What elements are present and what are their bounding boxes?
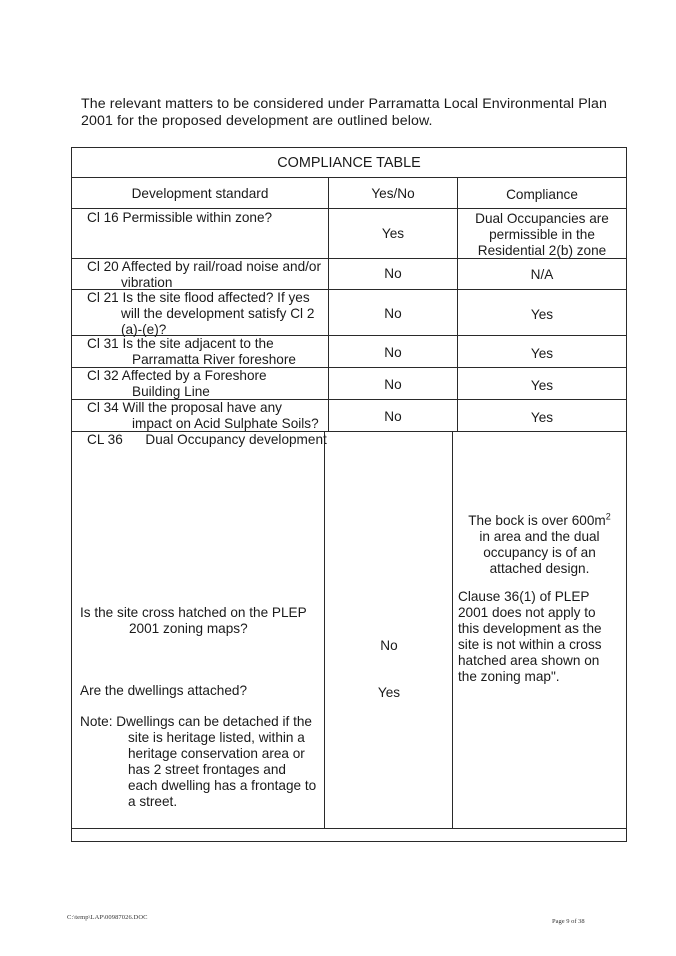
question-text: Is the site cross hatched on the PLEP (80, 605, 307, 620)
standard-text: Cl 34 Will the proposal have any (87, 400, 282, 415)
row-cl20-standard (87, 259, 321, 291)
standard-text: Building Line (132, 384, 210, 399)
compliance-text: Dual Occupancies are (475, 211, 609, 226)
note-text: site is heritage listed, within a (128, 730, 305, 745)
compliance-text: the zoning map". (458, 669, 560, 684)
row-cl36-heading: CL 36 Dual Occupancy development (87, 432, 327, 447)
row-cl31-compliance: Yes (530, 346, 554, 361)
compliance-text: attached design. (489, 561, 590, 576)
note-text: each dwelling has a frontage to (128, 778, 317, 793)
table-divider (72, 177, 626, 178)
compliance-text: site is not within a cross (458, 637, 602, 652)
question-text: 2001 zoning maps? (129, 621, 248, 636)
compliance-text: permissible in the (489, 227, 595, 242)
column-divider (324, 431, 325, 828)
compliance-text-part: The bock is over 600m (468, 513, 606, 528)
footer-file-path: C:\temp\LAP\00987026.DOC (67, 914, 148, 921)
compliance-text: hatched area shown on (458, 653, 600, 668)
footer-page-number: Page 9 of 38 (552, 918, 585, 925)
header-compliance: Compliance (506, 187, 578, 202)
table-title: COMPLIANCE TABLE (277, 155, 421, 171)
compliance-text: in area and the dual (479, 529, 600, 544)
column-divider (328, 177, 329, 432)
row-cl31-standard (87, 336, 296, 368)
standard-text: Cl 16 Permissible within zone? (87, 210, 273, 225)
row-cl21-standard (87, 290, 314, 338)
cl36-compliance-area (453, 513, 626, 577)
row-cl16-compliance (458, 211, 626, 259)
row-cl20-yesno: No (384, 266, 402, 281)
compliance-text: occupancy is of an (483, 545, 596, 560)
header-development-standard: Development standard (131, 186, 269, 201)
cl36-question-cross-hatched (80, 605, 320, 637)
note-text: a street. (128, 794, 178, 809)
row-cl34-yesno: No (384, 409, 402, 424)
row-cl21-yesno: No (384, 306, 402, 321)
compliance-text: 2001 does not apply to (458, 605, 596, 620)
superscript: 2 (605, 511, 611, 522)
table-divider (72, 828, 626, 829)
row-cl34-compliance: Yes (530, 410, 554, 425)
row-cl20-compliance: N/A (530, 267, 554, 282)
compliance-text (453, 513, 626, 529)
table-divider (72, 208, 626, 209)
standard-text: will the development satisfy Cl 2 (121, 306, 315, 321)
row-cl16-standard (87, 210, 272, 226)
row-cl16-yesno: Yes (381, 226, 405, 241)
standard-text: Parramatta River foreshore (132, 352, 296, 367)
row-cl32-yesno: No (384, 377, 402, 392)
cl36-answer-attached: Yes (377, 685, 401, 700)
cl36-question-attached: Are the dwellings attached? (80, 683, 248, 698)
cl36-answer-cross-hatched: No (380, 638, 398, 653)
standard-text: vibration (121, 275, 173, 290)
column-divider (452, 431, 453, 828)
compliance-text: this development as the (458, 621, 602, 636)
intro-paragraph (81, 96, 621, 130)
note-text: heritage conservation area or (128, 746, 305, 761)
intro-line: The relevant matters to be considered under Parramatta Local Environmental Plan (81, 96, 608, 112)
standard-text: (a)-(e)? (121, 322, 167, 337)
row-cl32-compliance: Yes (530, 378, 554, 393)
compliance-text: Residential 2(b) zone (477, 243, 607, 258)
header-yes-no: Yes/No (371, 186, 415, 201)
compliance-text: Clause 36(1) of PLEP (458, 589, 590, 604)
cl36-compliance-clause (458, 589, 623, 685)
note-text: Note: Dwellings can be detached if the (80, 714, 312, 729)
cl36-note (80, 714, 324, 810)
compliance-table (71, 147, 627, 842)
intro-line: 2001 for the proposed development are outlined below. (81, 113, 433, 129)
row-cl34-standard (87, 400, 319, 432)
standard-text: Cl 20 Affected by rail/road noise and/or (87, 259, 322, 274)
row-cl31-yesno: No (384, 345, 402, 360)
standard-text: Cl 21 Is the site flood affected? If yes (87, 290, 310, 305)
note-text: has 2 street frontages and (128, 762, 286, 777)
standard-text: Cl 32 Affected by a Foreshore (87, 368, 267, 383)
row-cl32-standard (87, 368, 267, 400)
row-cl21-compliance: Yes (530, 307, 554, 322)
standard-text: impact on Acid Sulphate Soils? (132, 416, 319, 431)
standard-text: Cl 31 Is the site adjacent to the (87, 336, 274, 351)
